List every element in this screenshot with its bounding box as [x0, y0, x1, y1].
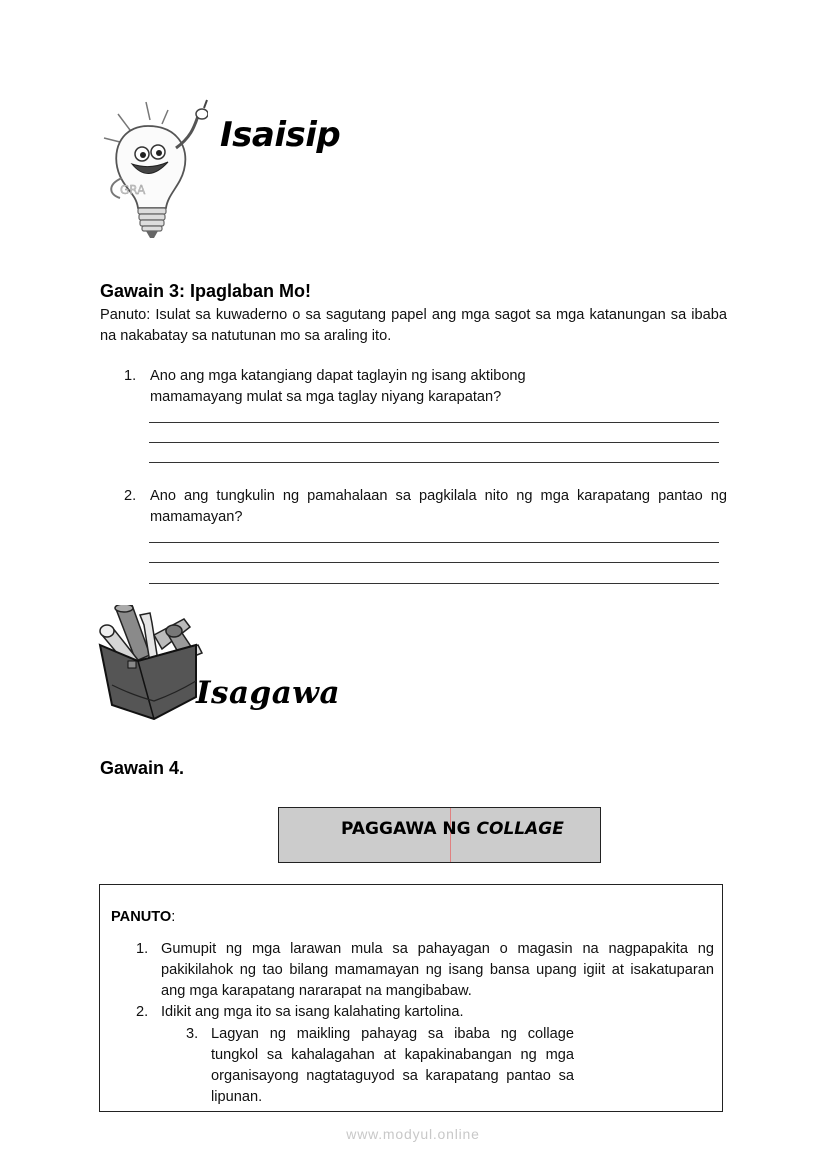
isagawa-section-title: Isagawa	[196, 675, 341, 711]
answer-line[interactable]	[149, 542, 719, 543]
panuto-colon: :	[171, 909, 176, 925]
step-number: 1.	[136, 941, 149, 957]
collage-title-box	[278, 807, 601, 863]
gawain3-heading: Gawain 3: Ipaglaban Mo!	[100, 281, 312, 301]
question-number: 1.	[124, 368, 137, 384]
answer-line[interactable]	[149, 583, 719, 584]
step-number: 2.	[136, 1004, 149, 1020]
panuto-label-text: PANUTO	[111, 909, 172, 925]
question-number: 2.	[124, 488, 137, 504]
isaisip-section-title: Isaisip	[220, 115, 341, 155]
step-number: 3.	[186, 1026, 199, 1042]
question-text: Ano ang tungkulin ng pamahalaan sa pagkilala nito ng mga karapatang pantao ng mamamayan?	[150, 488, 727, 525]
question-text: Ano ang mga katangiang dapat taglayin ng isang aktibong mamamayang mulat sa mga taglay niyang karapatan?	[150, 368, 526, 405]
question-1	[124, 366, 727, 408]
step-text: Gumupit ng mga larawan mula sa pahayagan o magasin na nagpapakita ng pakikilahok ng tao bilang mamamayan ng isang bansa upang igiit at isakatuparan ang mga karapatang nararapat na mangibabaw.	[161, 941, 714, 999]
question-2	[124, 486, 727, 528]
gawain3-instructions: Panuto: Isulat sa kuwaderno o sa sagutang papel ang mga sagot sa mga katanungan sa ibaba na nakabatay sa natutunan mo sa araling ito.	[100, 307, 727, 344]
step-2	[136, 1002, 714, 1023]
answer-line[interactable]	[149, 562, 719, 563]
answer-line[interactable]	[149, 442, 719, 443]
step-text: Lagyan ng maikling pahayag sa ibaba ng collage tungkol sa kahalagahan at kapakinabangan ng mga organisayong nagtataguyod sa karapatang pantao sa lipunan.	[211, 1026, 574, 1105]
step-1	[136, 939, 714, 1002]
step-text: Idikit ang mga ito sa isang kalahating kartolina.	[161, 1004, 464, 1020]
collage-title	[341, 819, 564, 839]
panuto-box	[99, 884, 723, 1112]
toolbox-icon	[98, 605, 210, 720]
lightbulb-mascot-icon	[98, 98, 208, 240]
svg-text:GRA: GRA	[120, 183, 146, 197]
answer-line[interactable]	[149, 422, 719, 423]
watermark: www.modyul.online	[346, 1126, 480, 1142]
gawain4-heading: Gawain 4.	[100, 758, 185, 778]
step-3	[186, 1024, 574, 1108]
panuto-label	[111, 909, 175, 925]
collage-title-plain: PAGGAWA NG	[341, 819, 477, 839]
answer-line[interactable]	[149, 462, 719, 463]
collage-title-italic: COLLAGE	[476, 819, 564, 839]
